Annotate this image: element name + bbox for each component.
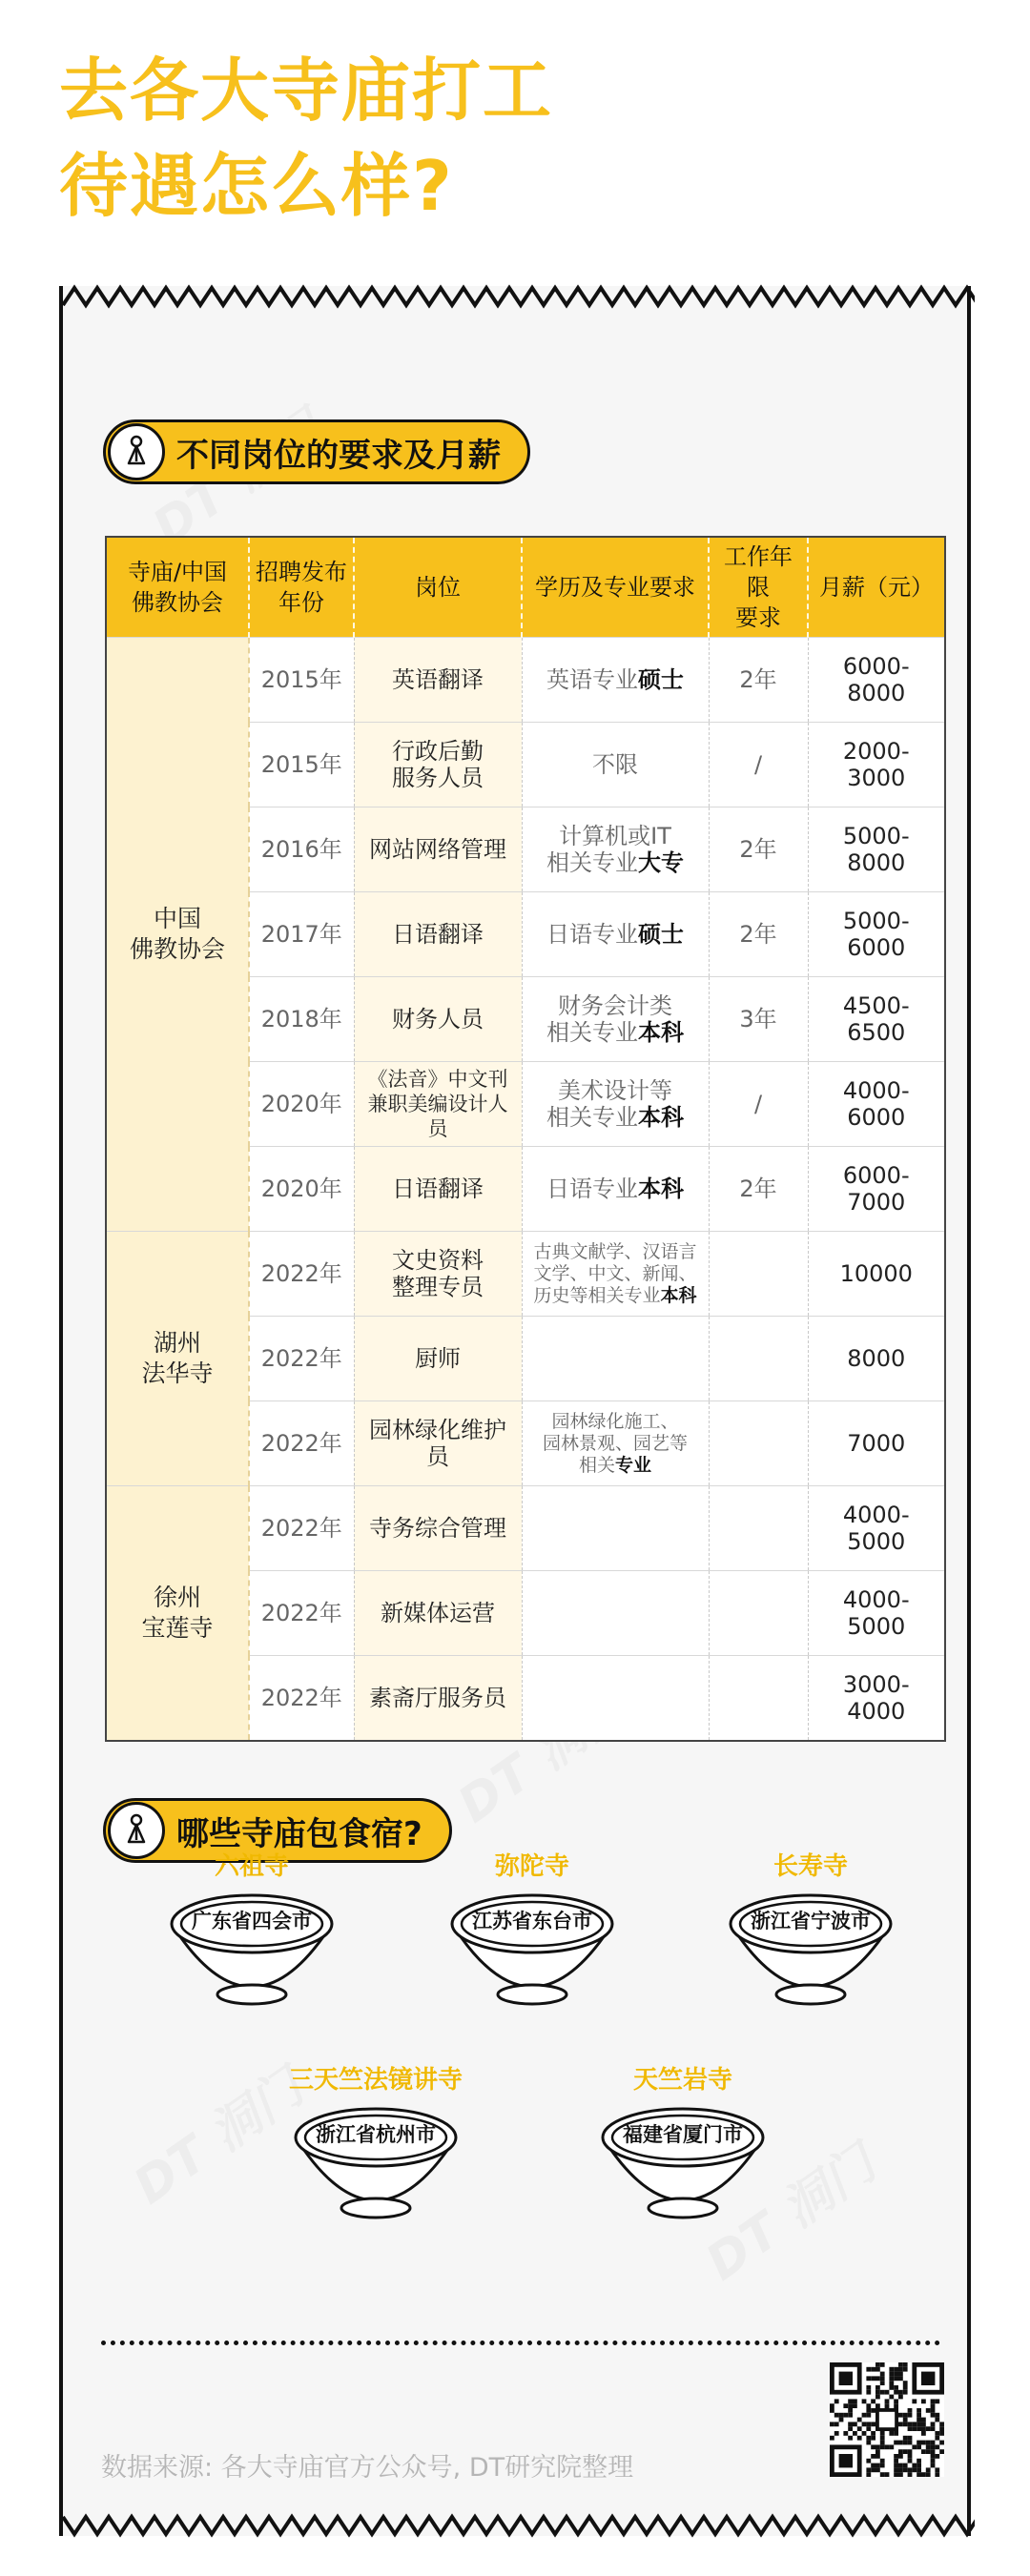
bowl-icon — [597, 2101, 769, 2225]
requirement-cell — [522, 723, 709, 808]
position-cell: 文史资料 整理专员 — [354, 1232, 522, 1317]
experience-cell: / — [709, 1062, 808, 1147]
salary-cell: 6000-7000 — [808, 1147, 945, 1232]
requirement-text: 日语专业 — [546, 921, 638, 948]
dotted-divider — [101, 2341, 940, 2345]
degree-requirement: 大专 — [638, 849, 684, 876]
degree-requirement: 本科 — [660, 1284, 697, 1306]
degree-requirement: 专业 — [615, 1454, 652, 1476]
requirement-cell — [522, 638, 709, 723]
section-heading-text: 哪些寺庙包食宿? — [176, 1814, 422, 1853]
temple-name: 六祖寺 — [214, 1852, 289, 1881]
zigzag-bottom-edge — [63, 2511, 975, 2538]
position-cell: 日语翻译 — [354, 1147, 522, 1232]
position-cell: 网站网络管理 — [354, 808, 522, 892]
data-source-note: 数据来源: 各大寺庙官方公众号, DT研究院整理 — [101, 2453, 634, 2483]
year-cell: 2016年 — [249, 808, 354, 892]
degree-requirement: 本科 — [638, 1019, 684, 1046]
experience-cell — [709, 1401, 808, 1486]
requirement-cell — [522, 892, 709, 977]
requirement-cell — [522, 808, 709, 892]
position-cell: 行政后勤 服务人员 — [354, 723, 522, 808]
experience-cell: 3年 — [709, 977, 808, 1062]
degree-requirement: 硕士 — [638, 921, 684, 948]
position-cell: 新媒体运营 — [354, 1571, 522, 1656]
column-header: 招聘发布 年份 — [249, 537, 354, 638]
page-title-line-1: 去各大寺庙打工 — [59, 51, 554, 131]
column-header: 月薪（元） — [808, 537, 945, 638]
temple-location: 广东省四会市 — [192, 1910, 312, 1932]
requirement-text: 日语专业 — [546, 1176, 638, 1202]
temple-item — [715, 1850, 906, 2012]
year-cell: 2015年 — [249, 638, 354, 723]
temple-item — [156, 1850, 347, 2012]
paper-card — [59, 286, 971, 2536]
requirement-text: 古典文献学、汉语言 文学、中文、新闻、 历史等相关专业 — [533, 1240, 697, 1306]
requirement-text: 计算机或IT 相关专业 — [546, 823, 671, 876]
experience-cell: 2年 — [709, 1147, 808, 1232]
bowl-icon — [166, 1888, 338, 2012]
requirement-cell — [522, 1232, 709, 1317]
position-cell: 财务人员 — [354, 977, 522, 1062]
column-header: 学历及专业要求 — [522, 537, 709, 638]
position-cell: 日语翻译 — [354, 892, 522, 977]
salary-cell: 3000-4000 — [808, 1656, 945, 1742]
temple-item — [437, 1850, 628, 2012]
salary-cell: 2000-3000 — [808, 723, 945, 808]
section-heading-positions — [103, 419, 530, 484]
temple-item — [587, 2063, 778, 2225]
organization-cell: 湖州 法华寺 — [106, 1232, 249, 1486]
year-cell: 2020年 — [249, 1062, 354, 1147]
requirement-cell — [522, 1401, 709, 1486]
experience-cell — [709, 1486, 808, 1571]
section-heading-text: 不同岗位的要求及月薪 — [176, 436, 501, 475]
experience-cell — [709, 1232, 808, 1317]
year-cell: 2022年 — [249, 1317, 354, 1401]
year-cell: 2022年 — [249, 1232, 354, 1317]
table-row — [106, 638, 945, 723]
experience-cell — [709, 1317, 808, 1401]
salary-cell: 5000-6000 — [808, 892, 945, 977]
year-cell: 2022年 — [249, 1571, 354, 1656]
salary-cell: 4000-5000 — [808, 1486, 945, 1571]
year-cell: 2022年 — [249, 1401, 354, 1486]
requirement-text: 财务会计类 相关专业 — [546, 992, 672, 1046]
requirement-text: 美术设计等 相关专业 — [546, 1077, 672, 1131]
position-cell: 厨师 — [354, 1317, 522, 1401]
salary-table — [105, 536, 946, 1742]
temple-name: 三天竺法镜讲寺 — [288, 2066, 463, 2095]
position-cell: 园林绿化维护员 — [354, 1401, 522, 1486]
praying-hands-icon — [108, 423, 165, 480]
requirement-cell — [522, 1317, 709, 1401]
temple-location: 浙江省杭州市 — [316, 2123, 436, 2146]
requirement-text: 不限 — [592, 751, 638, 778]
table-row — [106, 1232, 945, 1317]
temple-item — [280, 2063, 471, 2225]
temple-name: 长寿寺 — [772, 1852, 848, 1881]
page-title-line-2: 待遇怎么样? — [59, 146, 454, 226]
organization-cell: 徐州 宝莲寺 — [106, 1486, 249, 1742]
salary-cell: 6000-8000 — [808, 638, 945, 723]
salary-cell: 4500-6500 — [808, 977, 945, 1062]
organization-cell: 中国 佛教协会 — [106, 638, 249, 1232]
degree-requirement: 本科 — [638, 1104, 684, 1131]
table-row — [106, 1486, 945, 1571]
experience-cell: 2年 — [709, 638, 808, 723]
position-cell: 素斋厅服务员 — [354, 1656, 522, 1742]
position-cell: 寺务综合管理 — [354, 1486, 522, 1571]
requirement-cell — [522, 1062, 709, 1147]
salary-cell: 5000-8000 — [808, 808, 945, 892]
year-cell: 2017年 — [249, 892, 354, 977]
temple-location: 福建省厦门市 — [623, 2123, 743, 2146]
salary-cell: 7000 — [808, 1401, 945, 1486]
year-cell: 2018年 — [249, 977, 354, 1062]
salary-cell: 8000 — [808, 1317, 945, 1401]
position-cell: 《法音》中文刊 兼职美编设计人员 — [354, 1062, 522, 1147]
temple-location: 江苏省东台市 — [472, 1910, 592, 1932]
year-cell: 2022年 — [249, 1486, 354, 1571]
experience-cell — [709, 1571, 808, 1656]
experience-cell: 2年 — [709, 892, 808, 977]
year-cell: 2020年 — [249, 1147, 354, 1232]
requirement-text: 英语专业 — [546, 666, 638, 693]
experience-cell — [709, 1656, 808, 1742]
year-cell: 2022年 — [249, 1656, 354, 1742]
temple-name: 天竺岩寺 — [632, 2066, 732, 2095]
zigzag-top-edge — [63, 284, 975, 311]
degree-requirement: 本科 — [638, 1176, 684, 1202]
salary-cell: 4000-6000 — [808, 1062, 945, 1147]
degree-requirement: 硕士 — [638, 666, 684, 693]
table-header-row — [106, 537, 945, 638]
experience-cell: / — [709, 723, 808, 808]
bowl-icon — [290, 2101, 462, 2225]
requirement-cell — [522, 977, 709, 1062]
requirement-text: 园林绿化施工、 园林景观、园艺等 相关 — [542, 1410, 688, 1476]
temple-location: 浙江省宁波市 — [751, 1910, 871, 1932]
bowl-icon — [725, 1888, 896, 2012]
salary-cell: 10000 — [808, 1232, 945, 1317]
position-cell: 英语翻译 — [354, 638, 522, 723]
year-cell: 2015年 — [249, 723, 354, 808]
experience-cell: 2年 — [709, 808, 808, 892]
requirement-cell — [522, 1486, 709, 1571]
column-header: 工作年限 要求 — [709, 537, 808, 638]
salary-cell: 4000-5000 — [808, 1571, 945, 1656]
requirement-cell — [522, 1147, 709, 1232]
qr-code-icon — [830, 2362, 944, 2477]
temple-name: 弥陀寺 — [494, 1852, 569, 1881]
column-header: 岗位 — [354, 537, 522, 638]
bowl-icon — [446, 1888, 618, 2012]
requirement-cell — [522, 1656, 709, 1742]
column-header: 寺庙/中国 佛教协会 — [106, 537, 249, 638]
requirement-cell — [522, 1571, 709, 1656]
